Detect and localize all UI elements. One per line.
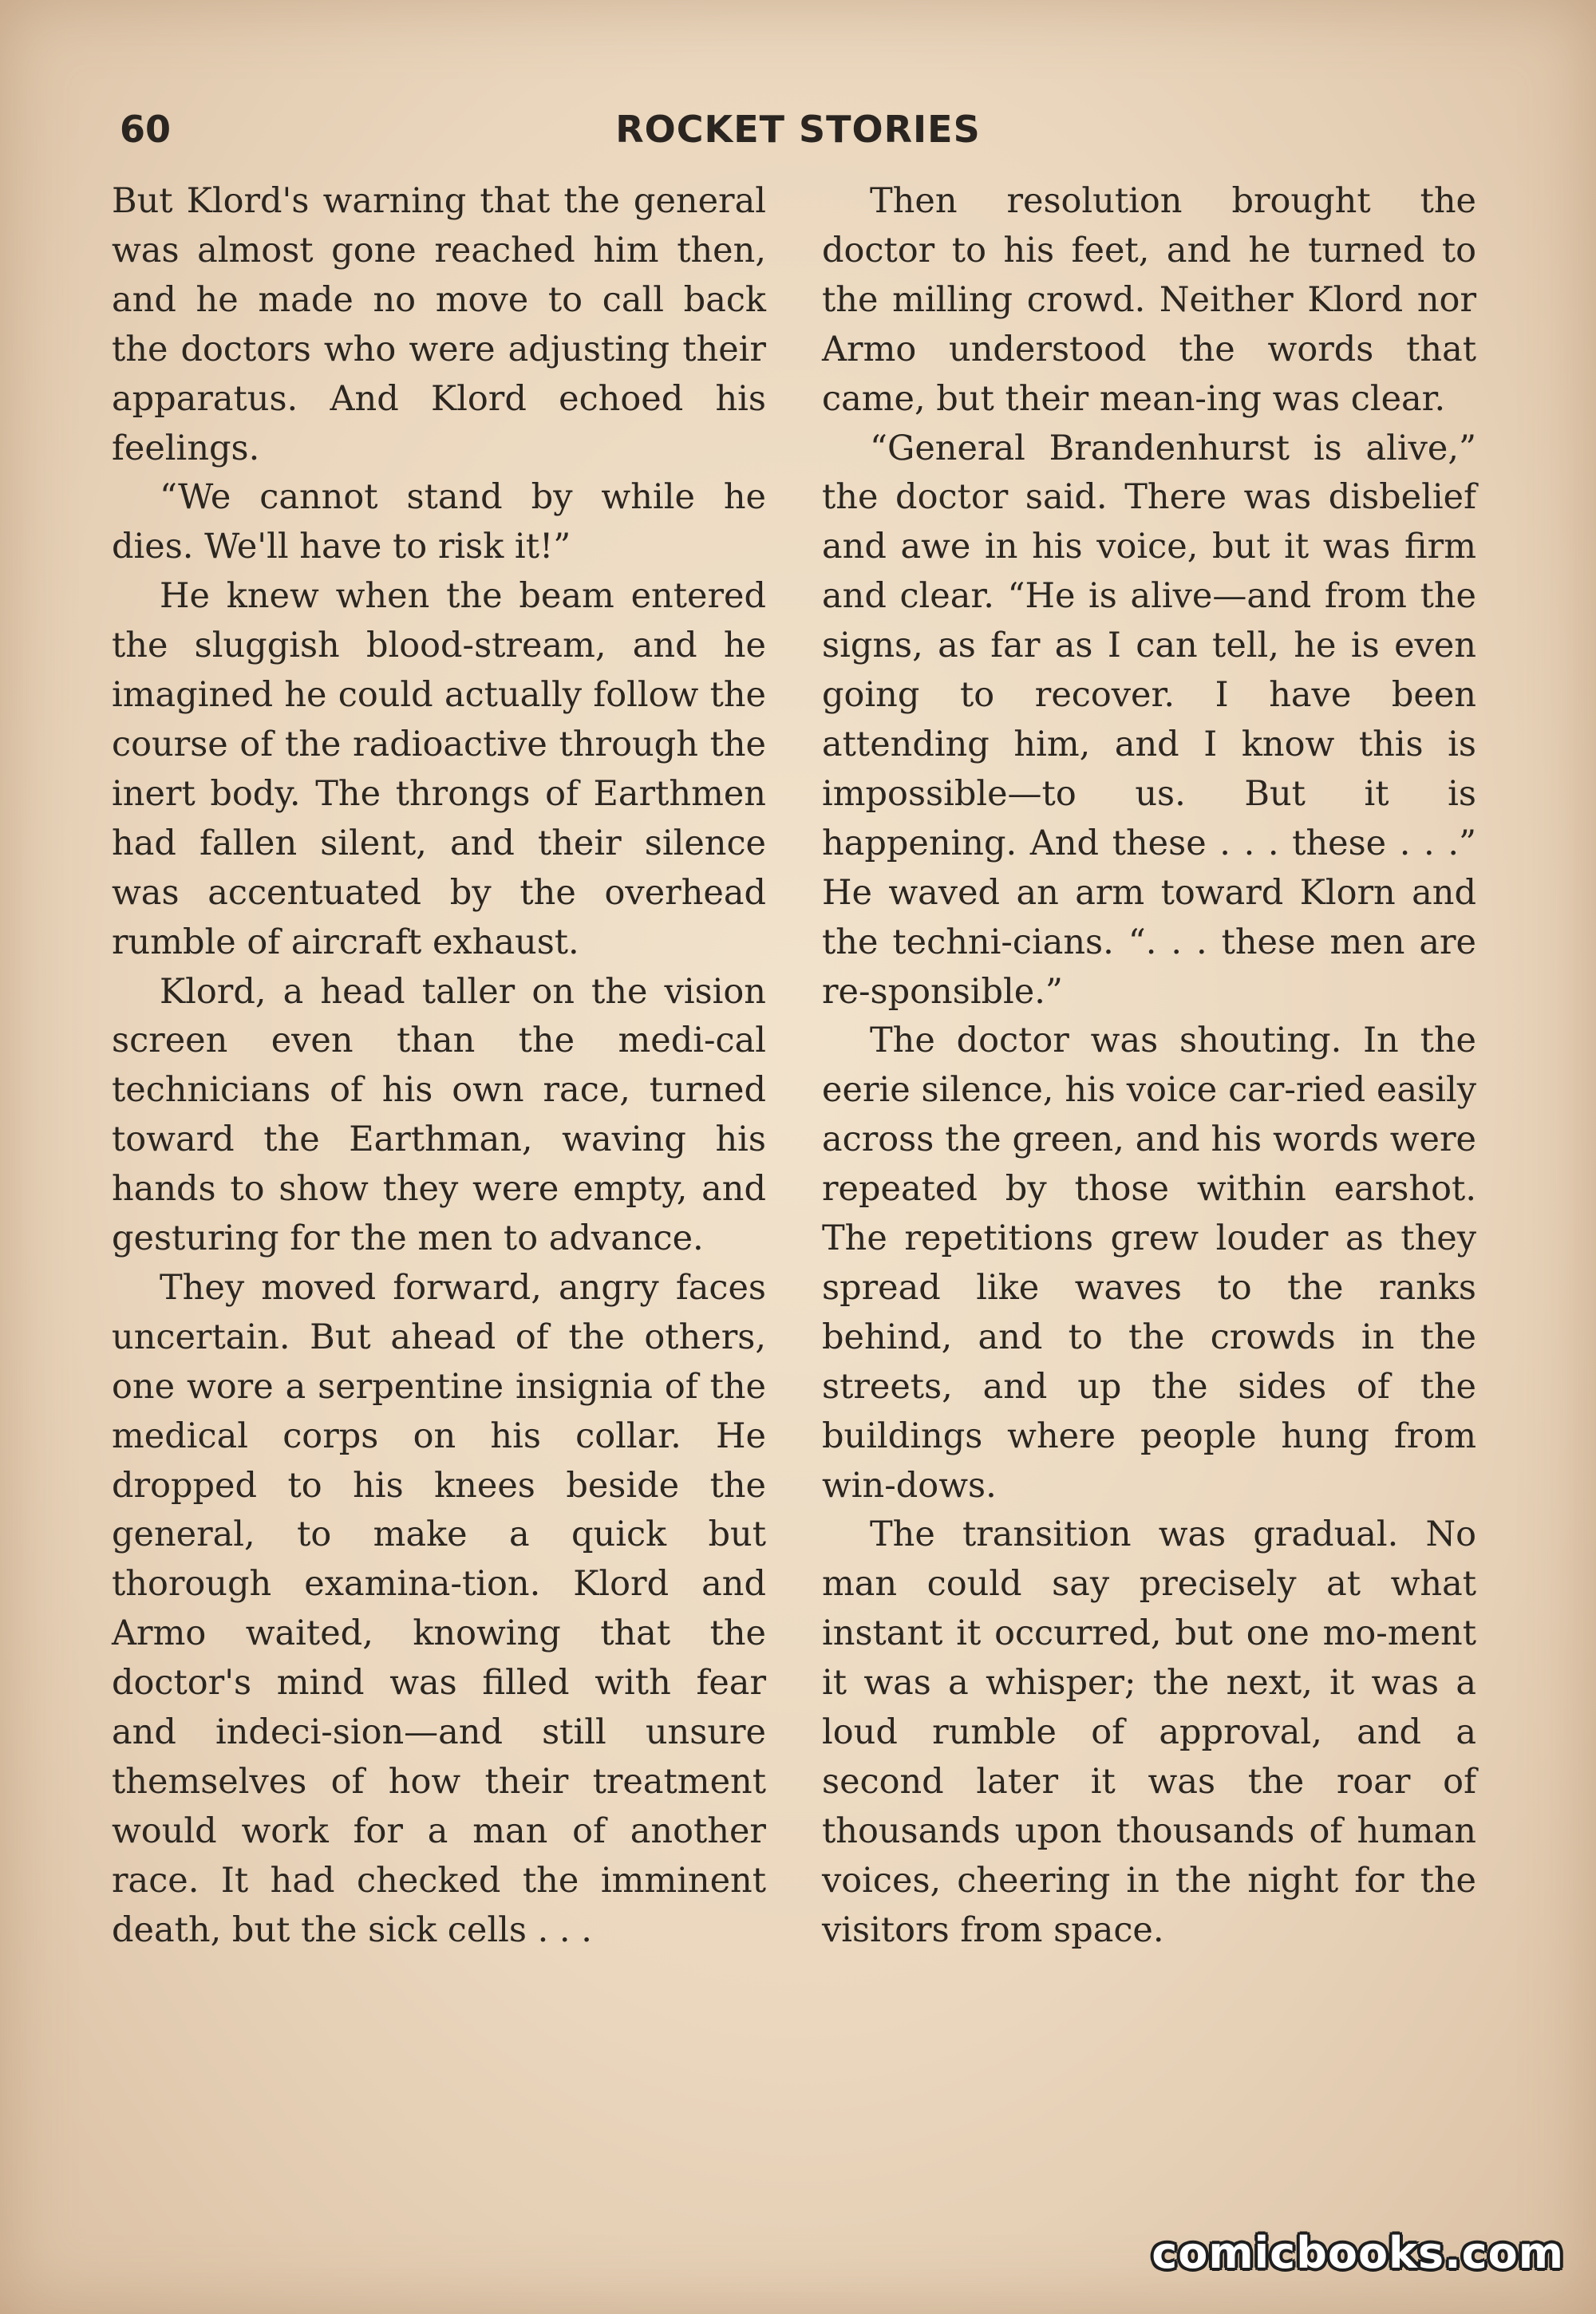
paragraph: But Klord's warning that the general was almost gone reached him then, and he made no move to call back the doctors who were adjusting their apparatus. And Klord echoed his feelings. — [112, 181, 766, 468]
paragraph: He knew when the beam entered the sluggish blood-stream, and he imagined he could actually follow the course of the radioactive through the inert body. The throngs of Earthmen had fallen silent, and their silence was accentuated by the overhead rumble of aircraft exhaust. — [112, 576, 766, 962]
right-text-column — [822, 177, 1476, 1956]
paragraph: They moved forward, angry faces uncertain. But ahead of the others, one wore a serpentine insignia of the medical corps on his collar. He dropped to his knees beside the general, to make a quick but thorough examina-tion. Klord and Armo waited, knowing that the doctor's mind was filled with fear and indeci-sion—and still unsure themselves of how their treatment would work for a man of another race. It had checked the imminent death, but the sick cells . . . — [112, 1267, 766, 1950]
paragraph: The doctor was shouting. In the eerie silence, his voice car-ried easily across the green, and his words were repeated by those within earshot. The repetitions grew louder as they spread like waves to the ranks behind, and to the crowds in the streets, and up the sides of the buildings where people hung from win-dows. — [822, 1021, 1476, 1506]
paragraph: “We cannot stand by while he dies. We'll have to risk it!” — [112, 477, 766, 567]
paragraph: The transition was gradual. No man could say precisely at what instant it occurred, but one mo-ment it was a whisper; the next, it was a loud rumble of approval, and a second later it was the roar of thousands upon thousands of human voices, cheering in the night for the visitors from space. — [822, 1514, 1476, 1950]
page-number: 60 — [120, 108, 172, 151]
left-text-column — [112, 177, 766, 1956]
running-title: ROCKET STORIES — [615, 108, 981, 151]
site-watermark: comicbooks.com — [1152, 2228, 1564, 2278]
paragraph: “General Brandenhurst is alive,” the doctor said. There was disbelief and awe in his voice, but it was firm and clear. “He is alive—and from the signs, as far as I can tell, he is even going to recover. I have been attending him, and I know this is impossible—to us. But it is happening. And these . . . these . . .” He waved an arm toward Klorn and the techni-cians. “. . . these men are re-sponsible.” — [822, 428, 1476, 1012]
paragraph: Then resolution brought the doctor to his feet, and he turned to the milling crowd. Neither Klord nor Armo understood the words that came, but their mean-ing was clear. — [822, 181, 1476, 419]
paragraph: Klord, a head taller on the vision screen even than the medi-cal technicians of his own race, turned toward the Earthman, waving his hands to show they were empty, and gesturing for the men to advance. — [112, 971, 766, 1259]
